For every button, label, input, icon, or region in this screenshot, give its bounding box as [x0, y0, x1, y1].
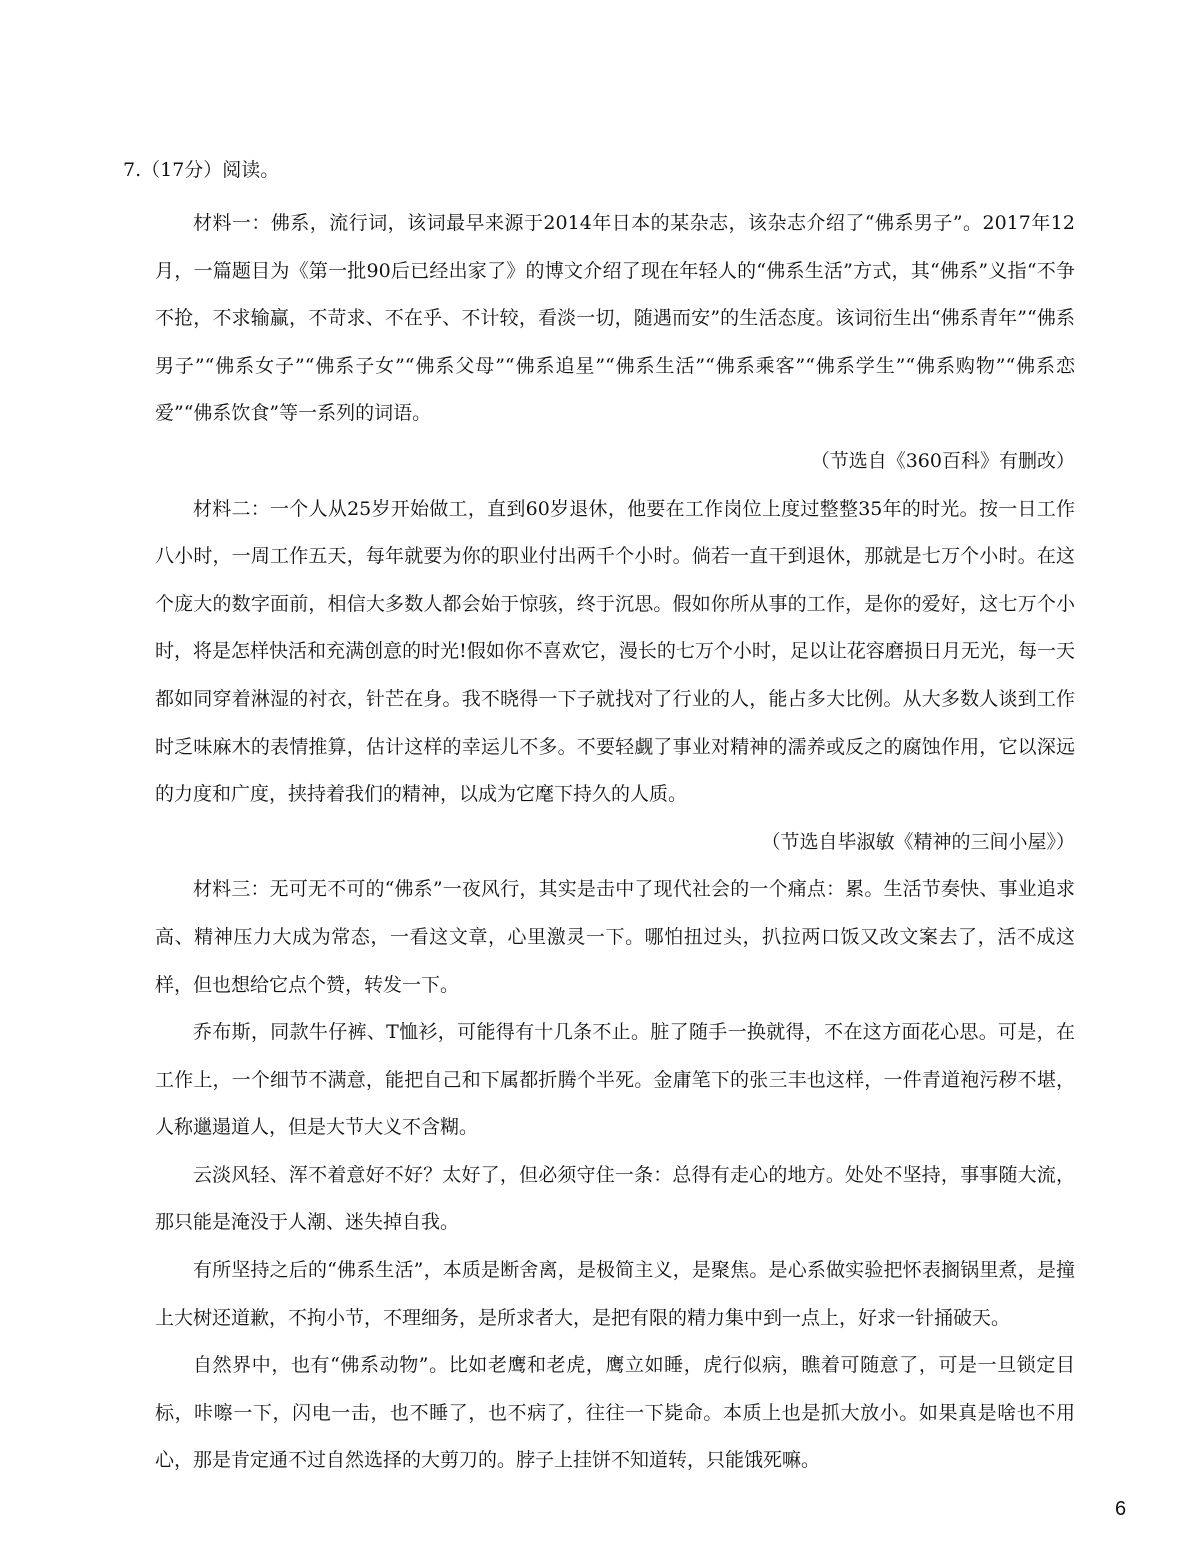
material-one-paragraph: 材料一：佛系，流行词，该词最早来源于2014年日本的某杂志，该杂志介绍了“佛系男子”。2017年12月，一篇题目为《第一批90后已经出家了》的博文介绍了现在年轻人的“佛系生活”方式，其“佛系”义指“不争不抢，不求输赢，不苛求、不在乎、不计较，看淡一切，随遇而安”的生活态度。该词衍生出“佛系青年”“佛系男子”“佛系女子”“佛系子女”“佛系父母”“佛系追星”“佛系生活”“佛系乘客”“佛系学生”“佛系购物”“佛系恋爱”“佛系饮食”等一系列的词语。 [155, 212, 1075, 425]
material-two-source: （节选自毕淑敏《精神的三间小屋》） [761, 830, 1075, 853]
material-one-source: （节选自《360百科》有删改） [810, 449, 1075, 472]
material-two-paragraph: 材料二：一个人从25岁开始做工，直到60岁退休，他要在工作岗位上度过整整35年的时光。按一日工作八小时，一周工作五天，每年就要为你的职业付出两千个小时。倘若一直干到退休，那就是七万个小时。在这个庞大的数字面前，相信大多数人都会始于惊骇，终于沉思。假如你所从事的工作，是你的爱好，这七万个小时，将是怎样快活和充满创意的时光!假如你不喜欢它，漫长的七万个小时，足以让花容磨损日月无光，每一天都如同穿着淋湿的衬衣，针芒在身。我不晓得一下子就找对了行业的人，能占多大比例。从大多数人谈到工作时乏味麻木的表情推算，估计这样的幸运儿不多。不要轻觑了事业对精神的濡养或反之的腐蚀作用，它以深远的力度和广度，挟持着我们的精神，以成为它麾下持久的人质。 [155, 497, 1075, 806]
material-three-paragraph-5: 自然界中，也有“佛系动物”。比如老鹰和老虎，鹰立如睡，虎行似病，瞧着可随意了，可是一旦锁定目标，咔嚓一下，闪电一击，也不睡了，也不病了，往往一下毙命。本质上也是抓大放小。如果真是啥也不用心，那是肯定通不过自然选择的大剪刀的。脖子上挂饼不知道转，只能饿死嘛。 [155, 1354, 1075, 1472]
material-three-paragraph-4: 有所坚持之后的“佛系生活”，本质是断舍离，是极简主义，是聚焦。是心系做实验把怀表搁锅里煮，是撞上大树还道歉，不拘小节，不理细务，是所求者大，是把有限的精力集中到一点上，好求一针捅破天。 [155, 1259, 1075, 1329]
question-header: 7.（17分）阅读。 [123, 159, 280, 181]
page-number: 6 [1115, 1498, 1127, 1520]
material-three-paragraph-1: 材料三：无可无不可的“佛系”一夜风行，其实是击中了现代社会的一个痛点：累。生活节奏快、事业追求高、精神压力大成为常态，一看这文章，心里激灵一下。哪怕扭过头，扒拉两口饭又改文案去了，活不成这样，但也想给它点个赞，转发一下。 [155, 878, 1075, 996]
material-three-paragraph-2: 乔布斯，同款牛仔裤、T恤衫，可能得有十几条不止。脏了随手一换就得，不在这方面花心思。可是，在工作上，一个细节不满意，能把自己和下属都折腾个半死。金庸笔下的张三丰也这样，一件青道袍污秽不堪，人称邋遢道人，但是大节大义不含糊。 [155, 1021, 1075, 1139]
reading-material [155, 200, 1075, 1485]
material-three-paragraph-3: 云淡风轻、浑不着意好不好？太好了，但必须守住一条：总得有走心的地方。处处不坚持，事事随大流，那只能是淹没于人潮、迷失掉自我。 [155, 1163, 1075, 1234]
